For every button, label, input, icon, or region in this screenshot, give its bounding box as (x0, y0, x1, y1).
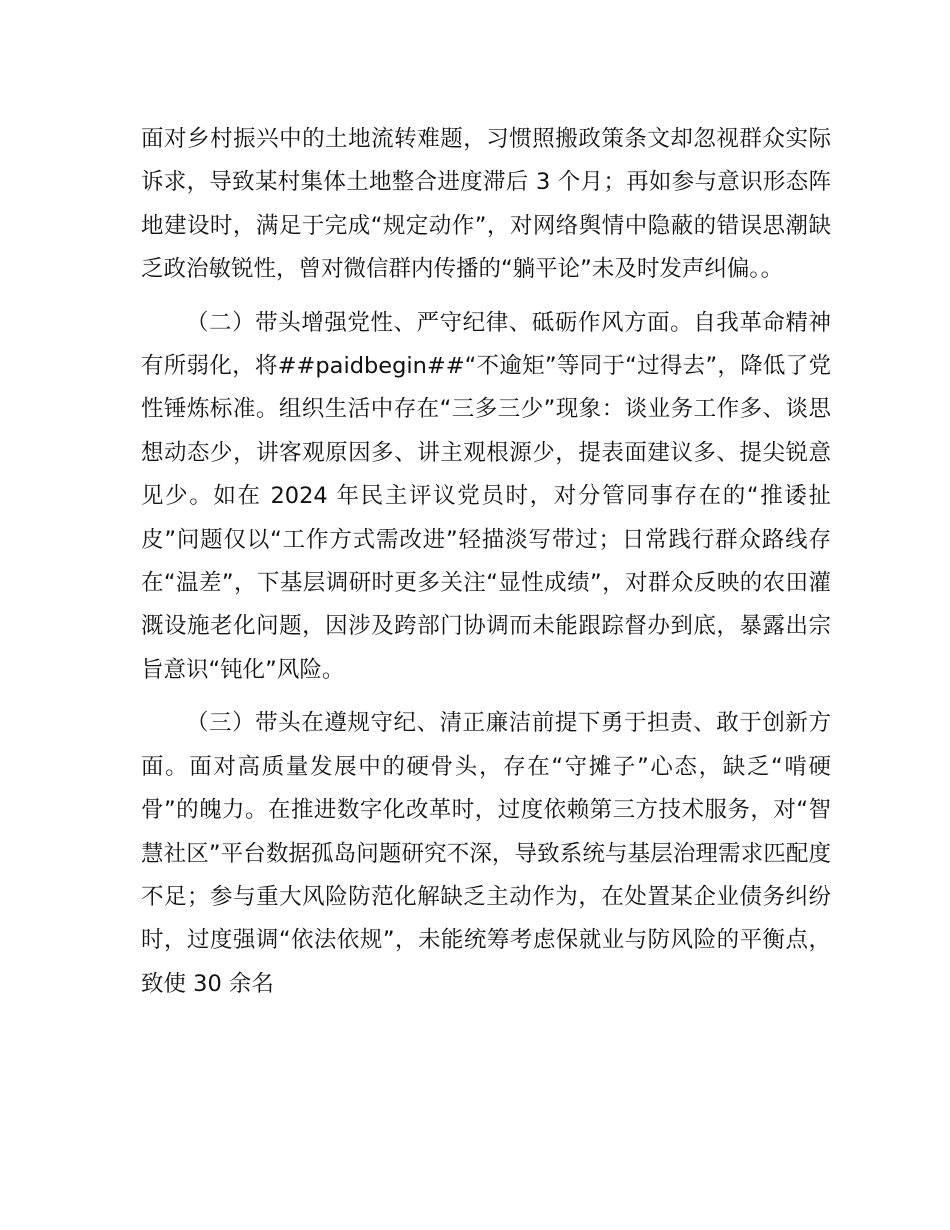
paragraph-continuation: 面对乡村振兴中的土地流转难题，习惯照搬政策条文却忽视群众实际诉求，导致某村集体土地整合进度滞后 3 个月；再如参与意识形态阵地建设时，满足于完成“规定动作”，对网络舆情中隐蔽的错误思潮缺乏政治敏锐性，曾对微信群内传播的“躺平论”未及时发声纠偏。。 (141, 126, 831, 283)
paragraph-section-two: （二）带头增强党性、严守纪律、砥砺作风方面。自我革命精神有所弱化，将##paidbegin##“不逾矩”等同于“过得去”，降低了党性锤炼标准。组织生活中存在“三多三少”现象：谈业务工作多、谈思想动态少，讲客观原因多、讲主观根源少，提表面建议多、提尖锐意见少。如在 2024 年民主评议党员时，对分管同事存在的“推诿扯皮”问题仅以“工作方式需改进”轻描淡写带过；日常践行群众路线存在“温差”，下基层调研时更多关注“显性成绩”，对群众反映的农田灌溉设施老化问题，因涉及跨部门协调而未能跟踪督办到底，暴露出宗旨意识“钝化”风险。 (141, 309, 831, 683)
paragraph-section-three: （三）带头在遵规守纪、清正廉洁前提下勇于担责、敢于创新方面。面对高质量发展中的硬骨头，存在“守摊子”心态，缺乏“啃硬骨”的魄力。在推进数字化改革时，过度依赖第三方技术服务，对“智慧社区”平台数据孤岛问题研究不深，导致系统与基层治理需求匹配度不足；参与重大风险防范化解缺乏主动作为，在处置某企业债务纠纷时，过度强调“依法依规”，未能统筹考虑保就业与防风险的平衡点，致使 30 余名 (141, 710, 831, 997)
document-body (141, 118, 831, 1006)
